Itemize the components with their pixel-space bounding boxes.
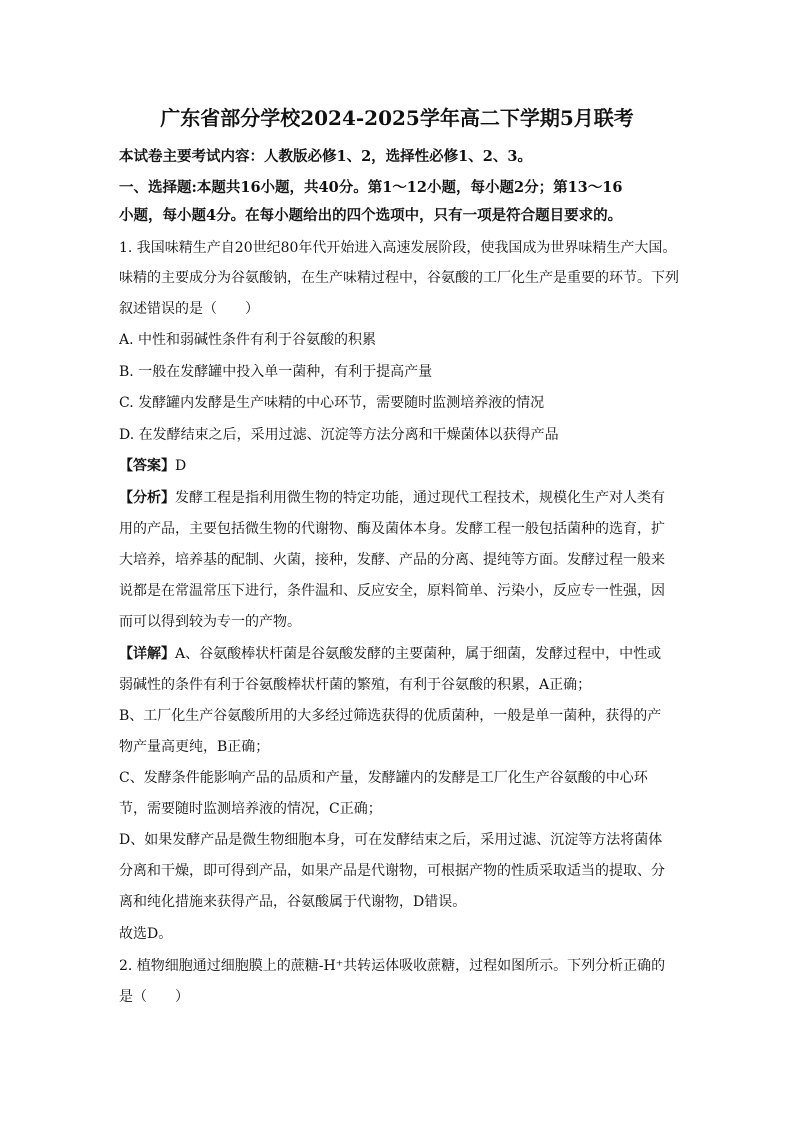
q1-detail-line-5: C、发酵条件能影响产品的品质和产量，发酵罐内的发酵是工厂化生产谷氨酸的中心环	[119, 770, 648, 786]
analysis-tag: 【分析】	[119, 490, 175, 506]
q1-analysis-line-3: 大培养，培养基的配制、火菌，接种，发酵、产品的分离、提纯等方面。发酵过程一般来	[119, 552, 665, 568]
q2-stem-line-1: 2. 植物细胞通过细胞膜上的蔗糖-H⁺共转运体吸收蔗糖，过程如图所示。下列分析正确的	[119, 958, 666, 974]
q1-answer	[119, 456, 679, 476]
q1-detail-line-4: 物产量高更纯，B正确；	[119, 739, 270, 755]
q1-analysis-line-2: 用的产品，主要包括微生物的代谢物、酶及菌体本身。发酵工程一般包括菌种的选育，扩	[119, 521, 665, 537]
q1-detail-line-1	[119, 644, 679, 664]
q1-analysis-line-4: 说都是在常温常压下进行，条件温和、反应安全，原料简单、污染小，反应专一性强，因	[119, 583, 665, 599]
q1-detail-line-9: 离和纯化措施来获得产品，谷氨酸属于代谢物，D错误。	[119, 894, 467, 910]
page-title: 广东省部分学校2024-2025学年高二下学期5月联考	[160, 106, 634, 130]
q1-option-c: C. 发酵罐内发酵是生产味精的中心环节，需要随时监测培养液的情况	[119, 395, 545, 411]
analysis-text: 发酵工程是指利用微生物的特定功能，通过现代工程技术，规模化生产对人类有	[175, 490, 665, 506]
q1-detail-line-2: 弱碱性的条件有利于谷氨酸棒状杆菌的繁殖，有利于谷氨酸的积累，A正确；	[119, 677, 592, 693]
q1-stem-line-2: 味精的主要成分为谷氨酸钠，在生产味精过程中，谷氨酸的工厂化生产是重要的环节。下列	[119, 270, 679, 286]
q1-analysis-line-1	[119, 488, 679, 508]
q1-analysis-line-5: 而可以得到较为专一的产物。	[119, 614, 301, 630]
answer-tag: 【答案】	[119, 458, 175, 474]
q1-option-a: A. 中性和弱碱性条件有利于谷氨酸的积累	[119, 332, 377, 348]
q1-detail-line-8: 分离和干燥，即可得到产品，如果产品是代谢物，可根据产物的性质采取适当的提取、分	[119, 863, 665, 879]
detail-tag: 【详解】	[119, 646, 175, 662]
q2-stem-line-2: 是（ ）	[119, 989, 189, 1005]
section-heading-line-2: 小题，每小题4分。在每小题给出的四个选项中，只有一项是符合题目要求的。	[119, 207, 623, 224]
q1-detail-line-3: B、工厂化生产谷氨酸所用的大多经过筛选获得的优质菌种，一般是单一菌种，获得的产	[119, 708, 662, 724]
detail-text: A、谷氨酸棒状杆菌是谷氨酸发酵的主要菌种，属于细菌，发酵过程中，中性或	[175, 646, 662, 662]
q1-conclusion: 故选D。	[119, 926, 173, 942]
section-heading-line-1: 一、选择题:本题共16小题，共40分。第1～12小题，每小题2分；第13～16	[119, 179, 623, 196]
q1-stem-line-3: 叙述错误的是（ ）	[119, 301, 259, 317]
q1-detail-line-6: 节，需要随时监测培养液的情况，C正确；	[119, 801, 382, 817]
answer-value: D	[175, 458, 187, 474]
q1-stem-line-1: 1. 我国味精生产自20世纪80年代开始进入高速发展阶段，使我国成为世界味精生产大国。	[119, 240, 677, 256]
q1-option-b: B. 一般在发酵罐中投入单一菌种，有利于提高产量	[119, 364, 433, 380]
q1-detail-line-7: D、如果发酵产品是微生物细胞本身，可在发酵结束之后，采用过滤、沉淀等方法将菌体	[119, 832, 663, 848]
exam-scope: 本试卷主要考试内容：人教版必修1、2，选择性必修1、2、3。	[119, 148, 532, 165]
q1-option-d: D. 在发酵结束之后，采用过滤、沉淀等方法分离和干燥菌体以获得产品	[119, 427, 559, 443]
